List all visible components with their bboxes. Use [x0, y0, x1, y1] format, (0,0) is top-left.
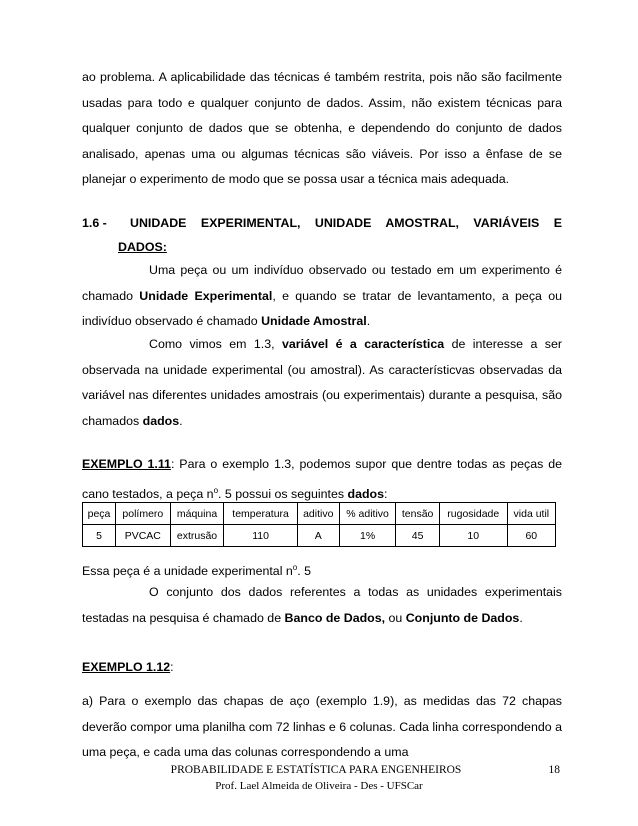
table-cell: 5	[83, 525, 116, 547]
term-banco-de-dados: Banco de Dados,	[284, 610, 386, 625]
section-number: 1.6 -	[82, 216, 107, 230]
table-cell: A	[297, 525, 339, 547]
text-run: .	[179, 413, 183, 428]
table-header-cell: rugosidade	[439, 503, 507, 525]
text-run: .	[366, 314, 371, 329]
table-header-cell: vida util	[507, 503, 555, 525]
section-heading	[82, 211, 562, 259]
text-run: O conjunto dos dados referentes a todas as unidades experimentais testadas na pesquisa é chamado de	[82, 585, 562, 625]
paragraph-banco-de-dados	[82, 580, 562, 631]
paragraph-unidade	[82, 258, 562, 335]
text-run: .	[519, 610, 523, 625]
text-run: Essa peça é a unidade experimental n	[82, 564, 293, 579]
table-cell: 1%	[339, 525, 396, 547]
text-run: :	[384, 486, 388, 501]
intro-paragraph: ao problema. A aplicabilidade das técnicas é também restrita, pois não são facilmente usadas para todo e qualquer conjunto de dados. Assim, não existem técnicas para qualquer conjunto de dados que se obtenha, e dependendo do conjunto de dados analisado, apenas uma ou algumas técnicas são viáveis. Por isso a ênfase de se planejar o experimento de modo que se possa usar a técnica mais adequada.	[82, 70, 562, 187]
section-title-line1: UNIDADE EXPERIMENTAL, UNIDADE AMOSTRAL, VARIÁVEIS E	[130, 216, 562, 230]
text-run: . 5 possui os seguintes	[218, 486, 348, 501]
table-header-row	[83, 503, 556, 525]
data-table	[82, 502, 556, 547]
table-cell: extrusão	[170, 525, 224, 547]
table-header-cell: polímero	[116, 503, 171, 525]
superscript: o	[213, 485, 219, 495]
term-unidade-experimental: Unidade Experimental	[139, 288, 273, 303]
example-1-11-paragraph	[82, 452, 562, 507]
paragraph-chapas: a) Para o exemplo das chapas de aço (exemplo 1.9), as medidas das 72 chapas deverão compor uma planilha com 72 linhas e 6 colunas. Cada linha correspondendo a uma peça, e cada uma das colunas correspondendo a uma	[82, 694, 562, 760]
term-dados: dados	[142, 413, 180, 428]
footer-title-text: PROBABILIDADE E ESTATÍSTICA PARA ENGENHEIROS	[170, 764, 462, 776]
example-label: EXEMPLO 1.12	[82, 660, 171, 674]
example-1-12-heading	[82, 655, 562, 681]
term-dados: dados	[347, 486, 385, 501]
example-label: EXEMPLO 1.11	[82, 457, 171, 471]
text-run: : Para o exemplo 1.3, podemos supor que dentre todas as peças de cano testados, a peça n	[82, 457, 562, 501]
text-run: Uma peça ou um indivíduo observado ou testado em um experimento é chamado	[82, 263, 562, 303]
table-header-cell: temperatura	[224, 503, 297, 525]
table-cell: 10	[439, 525, 507, 547]
table-cell: PVCAC	[116, 525, 171, 547]
footer-author: Prof. Lael Almeida de Oliveira - Des - UFSCar	[215, 780, 423, 792]
superscript: o	[292, 563, 298, 572]
term-unidade-amostral: Unidade Amostral	[261, 314, 367, 329]
paragraph-variavel	[82, 332, 562, 434]
term-conjunto-de-dados: Conjunto de Dados	[405, 610, 520, 625]
table-header-cell: % aditivo	[339, 503, 396, 525]
section-title-line2: DADOS:	[118, 240, 167, 254]
text-run: Como vimos em 1.3,	[149, 337, 282, 351]
term-variavel: variável é a característica	[282, 337, 445, 351]
table-cell: 110	[224, 525, 297, 547]
text-run: ou	[385, 610, 406, 625]
text-run: . 5	[297, 564, 312, 579]
table-header-cell: tensão	[396, 503, 439, 525]
table-cell: 45	[396, 525, 439, 547]
table-header-cell: aditivo	[297, 503, 339, 525]
table-header-cell: peça	[83, 503, 116, 525]
table-row	[83, 525, 556, 547]
text-run: :	[170, 660, 174, 674]
text-run: de interesse a ser observada na unidade experimental (ou amostral). As característicvas observadas da variável nas diferentes unidades amostrais (ou experimentais) durante a pesquisa, são chamados	[82, 337, 563, 428]
table-cell: 60	[507, 525, 555, 547]
table-header-cell: máquina	[170, 503, 224, 525]
page-number: 18	[548, 764, 560, 776]
text-run: , e quando se tratar de levantamento, a peça ou indivíduo observado é chamado	[82, 288, 563, 329]
